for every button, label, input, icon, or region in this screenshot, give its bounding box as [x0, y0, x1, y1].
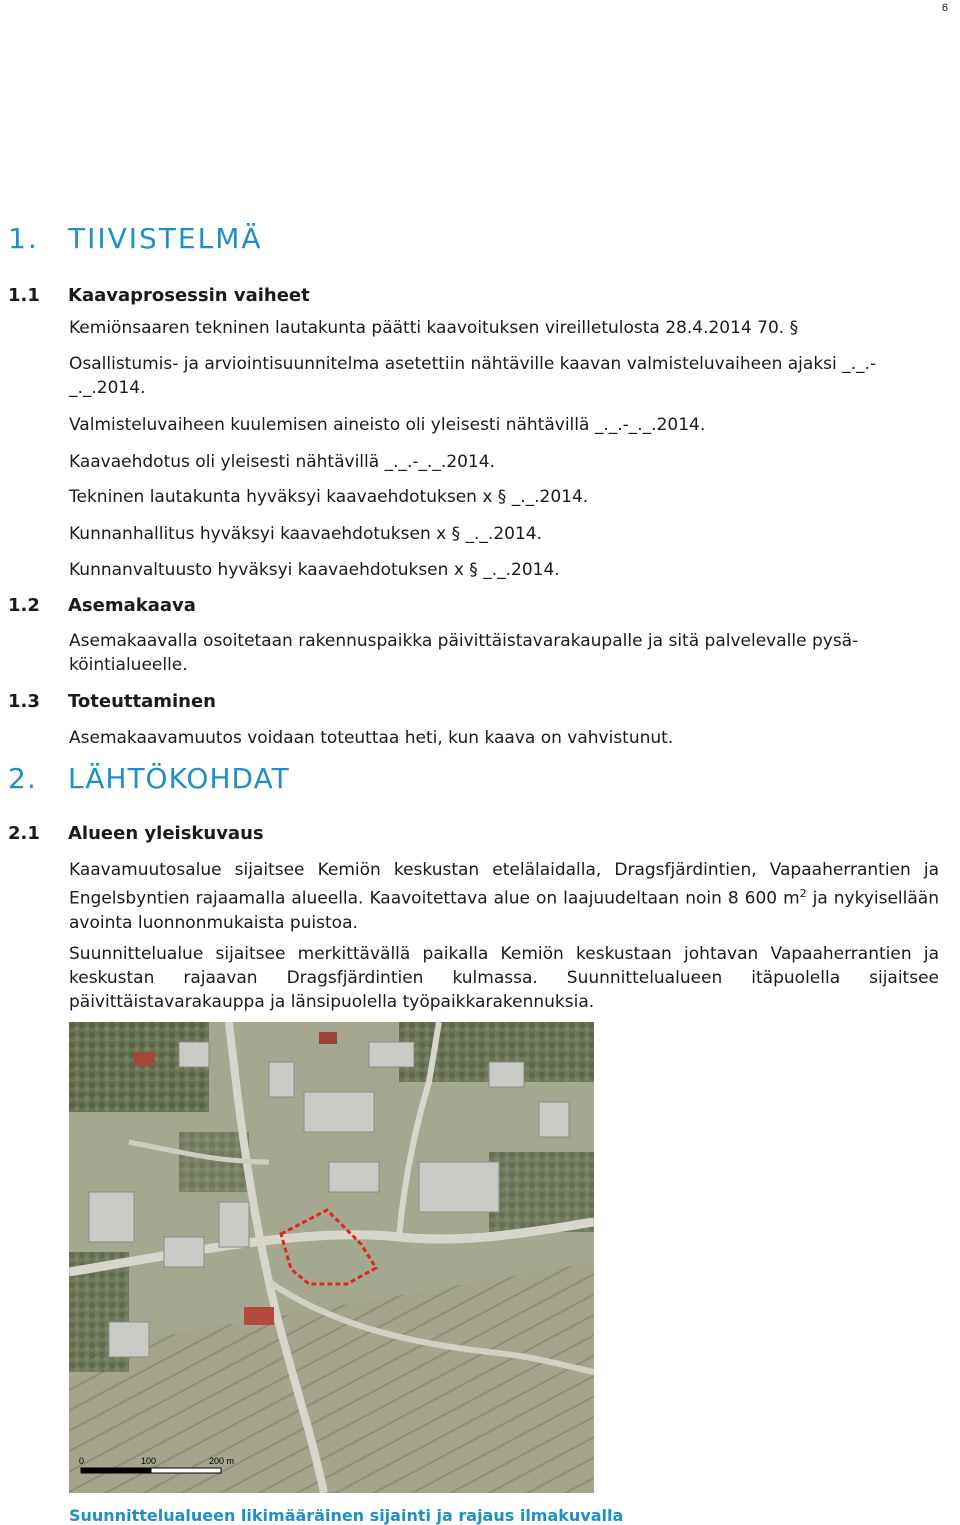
process-step-line: Valmisteluvaiheen kuulemisen aineisto oli yleisesti nähtävillä _._.-_._.2014.: [69, 415, 706, 435]
section-title: TIIVISTELMÄ: [68, 222, 263, 255]
process-step-date: _._.2014.: [483, 560, 560, 580]
paragraph-symbol: §: [451, 524, 461, 544]
process-step-text: Kunnanvaltuusto hyväksyi kaavaehdotuksen x: [69, 560, 464, 580]
process-step-line: [69, 560, 560, 580]
paragraph-text: ja nykyisellään avointa luonnonmukaista puistoa.: [69, 888, 939, 933]
process-step-text: Kunnanhallitus hyväksyi kaavaehdotuksen x: [69, 524, 447, 544]
aerial-map-image: [69, 1022, 594, 1493]
process-step-date: _._.2014.: [511, 487, 589, 507]
subsection-heading-2-1: [8, 823, 264, 844]
process-step-date: _._.2014.: [465, 524, 543, 544]
process-step-line: _._.2014.: [69, 378, 146, 398]
process-step-text: Kemiönsaaren tekninen lautakunta päätti kaavoituksen vireilletulosta 28.4.2014 70.: [69, 318, 785, 338]
process-step-line: Kaavaehdotus oli yleisesti nähtävillä _._.-_._.2014.: [69, 452, 495, 472]
process-step-line: [69, 524, 542, 544]
subsection-number: 1.1: [8, 285, 40, 306]
subsection-heading-1-1: [8, 285, 310, 306]
paragraph-text: Kaavamuutosalue sijaitsee Kemiön keskustan etelälaidalla, Dragsfjärdintien, Vapaaherrantien ja Engelsbyntien rajaamalla alueella. Kaavoitettava alue on laajuudeltaan noin 8 600 m: [69, 860, 939, 909]
page-number: 6: [941, 2, 948, 14]
section-heading-2: [8, 762, 290, 795]
subsection-heading-1-3: [8, 691, 216, 712]
subsection-number: 1.3: [8, 691, 40, 712]
subsection-title: Asemakaava: [68, 595, 196, 616]
subsection-title: Alueen yleiskuvaus: [68, 823, 264, 844]
aerial-map: [69, 1022, 594, 1493]
subsection-title: Kaavaprosessin vaiheet: [68, 285, 310, 306]
section-number: 1.: [8, 222, 39, 255]
body-text-line: Asemakaavalla osoitetaan rakennuspaikka päivittäistavarakaupalle ja sitä palvelevalle pysä-: [69, 631, 859, 651]
scale-label-0: 0: [79, 1456, 85, 1466]
process-step-line: Osallistumis- ja arviointisuunnitelma asetettiin nähtäville kaavan valmisteluvaiheen ajaksi _._.-: [69, 354, 877, 374]
paragraph: Suunnittelualue sijaitsee merkittävällä paikalla Kemiön keskustaan johtavan Vapaaherrantien ja keskustan rajaavan Dragsfjärdintien kulmassa. Suunnittelualueen itäpuolella sijaitsee päivittäistavarakauppa ja länsipuolella työpaikkarakennuksia.: [69, 944, 939, 1012]
figure-caption: Suunnittelualueen likimääräinen sijainti ja rajaus ilmakuvalla: [69, 1506, 624, 1525]
body-text-line: köintialueelle.: [69, 655, 188, 675]
superscript: 2: [799, 887, 807, 900]
subsection-heading-1-2: [8, 595, 196, 616]
subsection-number: 1.2: [8, 595, 40, 616]
paragraph-symbol: §: [789, 318, 799, 338]
process-step-text: Tekninen lautakunta hyväksyi kaavaehdotuksen x: [69, 487, 493, 507]
scale-label-100: 100: [141, 1456, 157, 1466]
body-text-line: Asemakaavamuutos voidaan toteuttaa heti, kun kaava on vahvistunut.: [69, 728, 674, 748]
paragraph: [69, 858, 939, 935]
process-step-line: [69, 487, 588, 507]
section-title: LÄHTÖKOHDAT: [68, 762, 290, 795]
paragraph-symbol: §: [469, 560, 478, 580]
subsection-title: Toteuttaminen: [68, 691, 216, 712]
scale-label-200: 200 m: [209, 1456, 235, 1466]
paragraph-symbol: §: [497, 487, 507, 507]
subsection-number: 2.1: [8, 823, 40, 844]
section-heading-1: [8, 222, 263, 255]
process-step-line: [69, 318, 798, 338]
section-number: 2.: [8, 762, 37, 795]
